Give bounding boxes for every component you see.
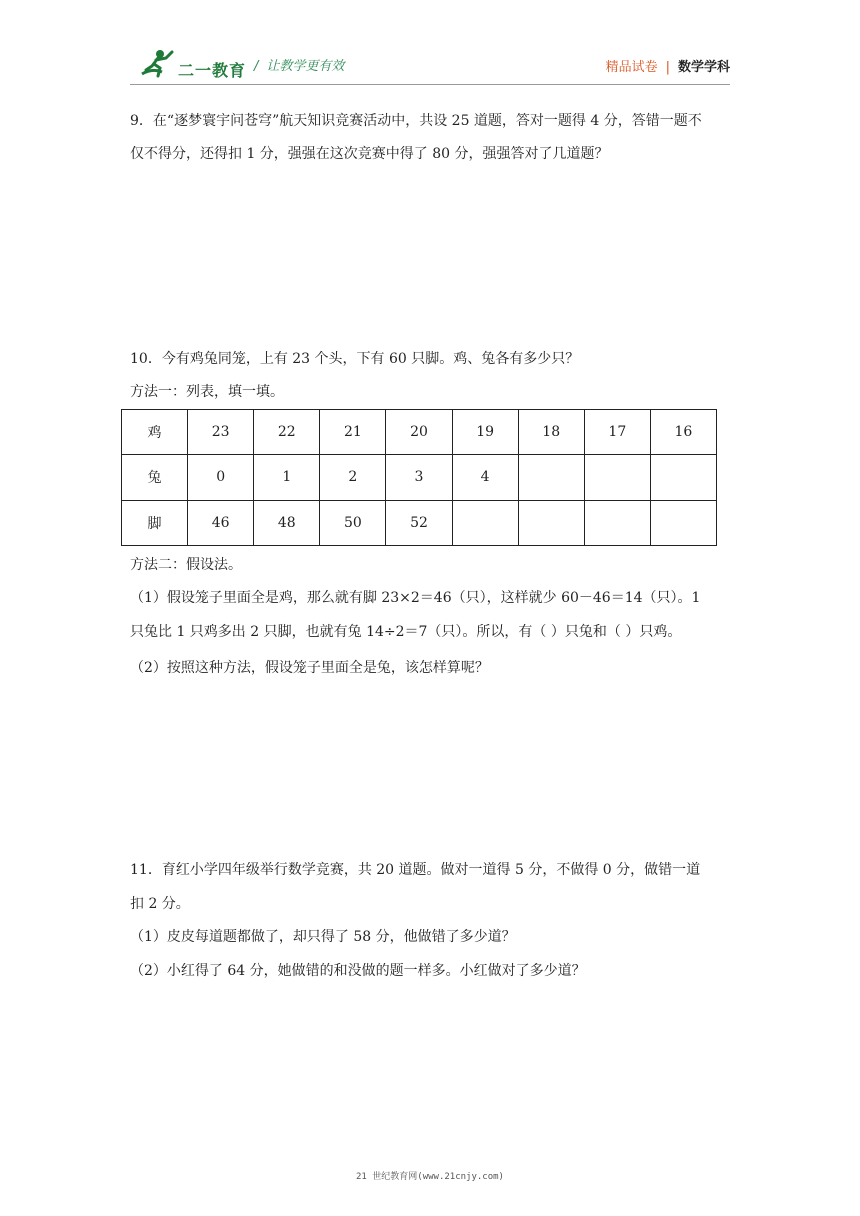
table-cell: 46 [188, 500, 254, 545]
table-row [122, 500, 717, 545]
table-cell: 50 [320, 500, 386, 545]
header-divider [130, 84, 730, 85]
q9-line1: 9．在“逐梦寰宇问苍穹”航天知识竞赛活动中，共设 25 道题，答对一题得 4 分，答错一题不 [130, 113, 702, 129]
table-cell[interactable]: 4 [452, 455, 518, 500]
q11-part1: （1）皮皮每道题都做了，却只得了 58 分，他做错了多少道？ [130, 929, 516, 945]
table-cell: 17 [584, 410, 650, 455]
q11-part2: （2）小红得了 64 分，她做错的和没做的题一样多。小红做对了多少道？ [130, 963, 586, 979]
table-cell: 22 [254, 410, 320, 455]
logo-text: 二一教育 [178, 61, 247, 80]
q10-part2: （2）按照这种方法，假设笼子里面全是兔，该怎样算呢？ [130, 660, 489, 676]
table-cell: 23 [188, 410, 254, 455]
table-cell: 18 [518, 410, 584, 455]
table-cell[interactable] [650, 455, 716, 500]
table-cell[interactable] [584, 500, 650, 545]
table-cell[interactable] [650, 500, 716, 545]
header-tags: 精品试卷 | 数学学科 [605, 60, 730, 75]
table-cell: 兔 [122, 455, 188, 500]
table-cell: 0 [188, 455, 254, 500]
q10-method2: 方法二：假设法。 [130, 557, 242, 573]
table-cell[interactable] [518, 500, 584, 545]
tag-premium: 精品试卷 [605, 60, 658, 75]
table-row [122, 455, 717, 500]
table-cell: 3 [386, 455, 452, 500]
table-cell: 2 [320, 455, 386, 500]
table-cell: 脚 [122, 500, 188, 545]
table-cell: 1 [254, 455, 320, 500]
q11-line2: 扣 2 分。 [130, 896, 190, 912]
page-header [130, 44, 730, 84]
table-cell: 21 [320, 410, 386, 455]
chicken-rabbit-table [121, 409, 717, 546]
table-cell: 48 [254, 500, 320, 545]
table-cell: 鸡 [122, 410, 188, 455]
q10-method1: 方法一：列表，填一填。 [130, 384, 284, 400]
runner-logo-icon [138, 48, 178, 80]
table-cell: 19 [452, 410, 518, 455]
table-cell[interactable] [584, 455, 650, 500]
slogan-text: 让教学更有效 [266, 59, 345, 74]
slogan: / 让教学更有效 [254, 59, 345, 74]
q10-line1: 10．今有鸡兔同笼，上有 23 个头，下有 60 只脚。鸡、兔各有多少只？ [130, 351, 580, 367]
logo [138, 48, 248, 80]
q10-part1-line1: （1）假设笼子里面全是鸡，那么就有脚 23×2＝46（只），这样就少 60－46＝14（只）。1 [130, 590, 701, 606]
table-row [122, 410, 717, 455]
tag-subject: 数学学科 [677, 60, 730, 75]
q10-part1-line2: 只兔比 1 只鸡多出 2 只脚，也就有兔 14÷2＝7（只）。所以，有（ ）只兔和（ ）只鸡。 [130, 624, 682, 640]
table-cell[interactable] [518, 455, 584, 500]
q9-line2: 仅不得分，还得扣 1 分，强强在这次竞赛中得了 80 分，强强答对了几道题？ [130, 146, 609, 162]
table-cell: 20 [386, 410, 452, 455]
q11-line1: 11．育红小学四年级举行数学竞赛，共 20 道题。做对一道得 5 分，不做得 0 分，做错一道 [130, 862, 701, 878]
page-footer: 21 世纪教育网(www.21cnjy.com) [356, 1172, 504, 1182]
table-cell[interactable] [452, 500, 518, 545]
table-cell: 16 [650, 410, 716, 455]
table-cell: 52 [386, 500, 452, 545]
